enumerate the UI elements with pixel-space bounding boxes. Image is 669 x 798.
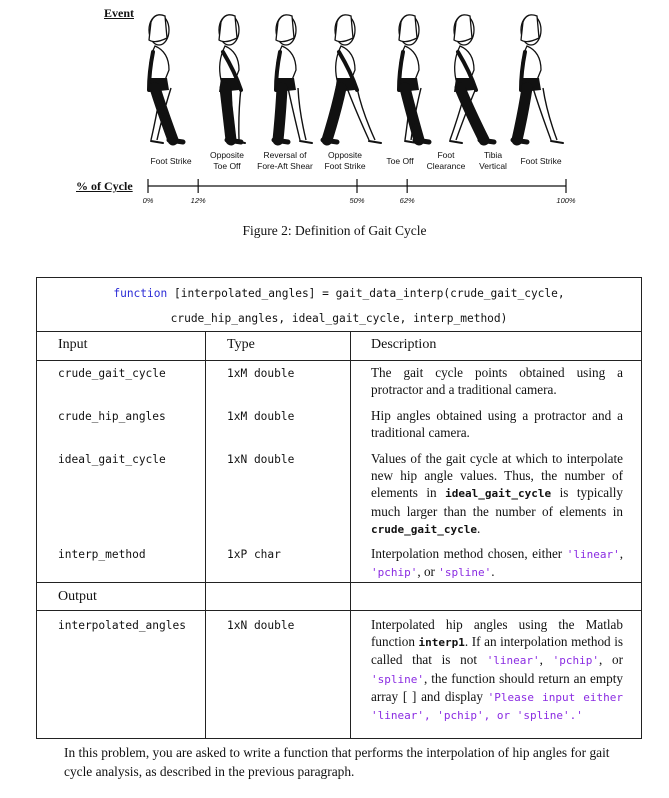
- signature-line1: [interpolated_angles] = gait_data_interp(crude_gait_cycle,: [167, 287, 565, 300]
- output-type: 1xN double: [227, 619, 295, 632]
- divider: [37, 610, 641, 611]
- column-divider: [205, 331, 206, 738]
- function-spec-table: [36, 277, 642, 739]
- function-keyword: function: [113, 287, 168, 300]
- event-label: Reversal of Fore-Aft Shear: [257, 150, 313, 171]
- input-description: Hip angles obtained using a protractor and a traditional camera.: [371, 408, 623, 441]
- function-signature: [37, 278, 641, 331]
- percent-label: 62%: [399, 196, 415, 205]
- percent-label: 100%: [556, 196, 576, 205]
- problem-statement: In this problem, you are asked to write a function that performs the interpolation of hip angles for gait cycle analysis, as described in the previous paragraph.: [64, 745, 610, 779]
- input-type: 1xM double: [227, 367, 295, 380]
- divider: [37, 360, 641, 361]
- signature-line2: crude_hip_angles, ideal_gait_cycle, interp_method): [170, 312, 508, 325]
- string-literal: 'spline': [438, 566, 492, 580]
- gait-cycle-figure: [0, 0, 669, 238]
- walking-figures-illustration: [0, 0, 669, 155]
- percent-label: 50%: [349, 196, 365, 205]
- walker-figure: [323, 15, 381, 143]
- walker-figure: [219, 15, 245, 143]
- inline-code: ideal_gait_cycle: [445, 487, 552, 501]
- walker-figure: [149, 15, 183, 143]
- cycle-axis: [0, 176, 669, 198]
- input-name: crude_gait_cycle: [58, 367, 166, 380]
- string-literal: 'pchip': [552, 654, 600, 668]
- string-literal: 'spline': [371, 672, 424, 686]
- event-label: Foot Strike: [520, 156, 562, 166]
- input-name: interp_method: [58, 548, 146, 561]
- input-description: The gait cycle points obtained using a protractor and a traditional camera.: [371, 365, 623, 398]
- output-description: Interpolated hip angles using the Matlab function interp1. If an interpolation method is called that is not 'linear', 'pchip', or 'spline', the function should return an empty array [ ] and display 'Please input either 'linear', 'pchip', or 'spline'.': [371, 617, 624, 723]
- inline-code: crude_gait_cycle: [371, 522, 477, 536]
- event-label: Tibia Vertical: [479, 150, 507, 171]
- input-name: crude_hip_angles: [58, 410, 166, 423]
- string-literal: 'linear': [566, 548, 620, 561]
- string-literal: 'pchip': [371, 566, 418, 580]
- figure-caption: Figure 2: Definition of Gait Cycle: [242, 223, 427, 238]
- output-name: interpolated_angles: [58, 619, 186, 632]
- event-label: Opposite Toe Off: [209, 150, 245, 171]
- event-label: Foot Clearance: [426, 150, 466, 171]
- walker-figure: [450, 15, 494, 143]
- string-literal: 'linear': [486, 654, 540, 668]
- input-description: Interpolation method chosen, either 'linear', 'pchip', or 'spline'.: [371, 546, 623, 580]
- divider: [37, 582, 641, 583]
- divider: [37, 331, 641, 332]
- event-label: Opposite Foot Strike: [324, 150, 366, 171]
- walker-figure: [513, 15, 563, 143]
- event-label: Foot Strike: [150, 156, 192, 166]
- percent-label: 0%: [142, 196, 154, 205]
- output-header: Output: [58, 589, 97, 604]
- event-label: Toe Off: [386, 156, 414, 166]
- input-description: Values of the gait cycle at which to interpolate new hip angle values. Thus, the number of elements in ideal_gait_cycle is typically much larger than the number of elements in crude_gait_cycle.: [371, 451, 623, 536]
- event-heading: Event: [104, 6, 134, 20]
- inline-code: interp1: [418, 636, 465, 650]
- walker-figure: [399, 15, 429, 143]
- type-header: Type: [227, 337, 255, 352]
- input-type: 1xN double: [227, 453, 295, 466]
- description-header: Description: [371, 337, 437, 352]
- error-message-literal: 'Please input either 'linear', 'pchip', or 'spline'.': [371, 690, 623, 723]
- input-name: ideal_gait_cycle: [58, 453, 166, 466]
- column-divider: [350, 331, 351, 738]
- walker-figure: [274, 15, 312, 143]
- input-header: Input: [58, 337, 88, 352]
- input-type: 1xM double: [227, 410, 295, 423]
- cycle-heading: % of Cycle: [76, 179, 133, 193]
- percent-label: 12%: [190, 196, 206, 205]
- input-type: 1xP char: [227, 548, 281, 561]
